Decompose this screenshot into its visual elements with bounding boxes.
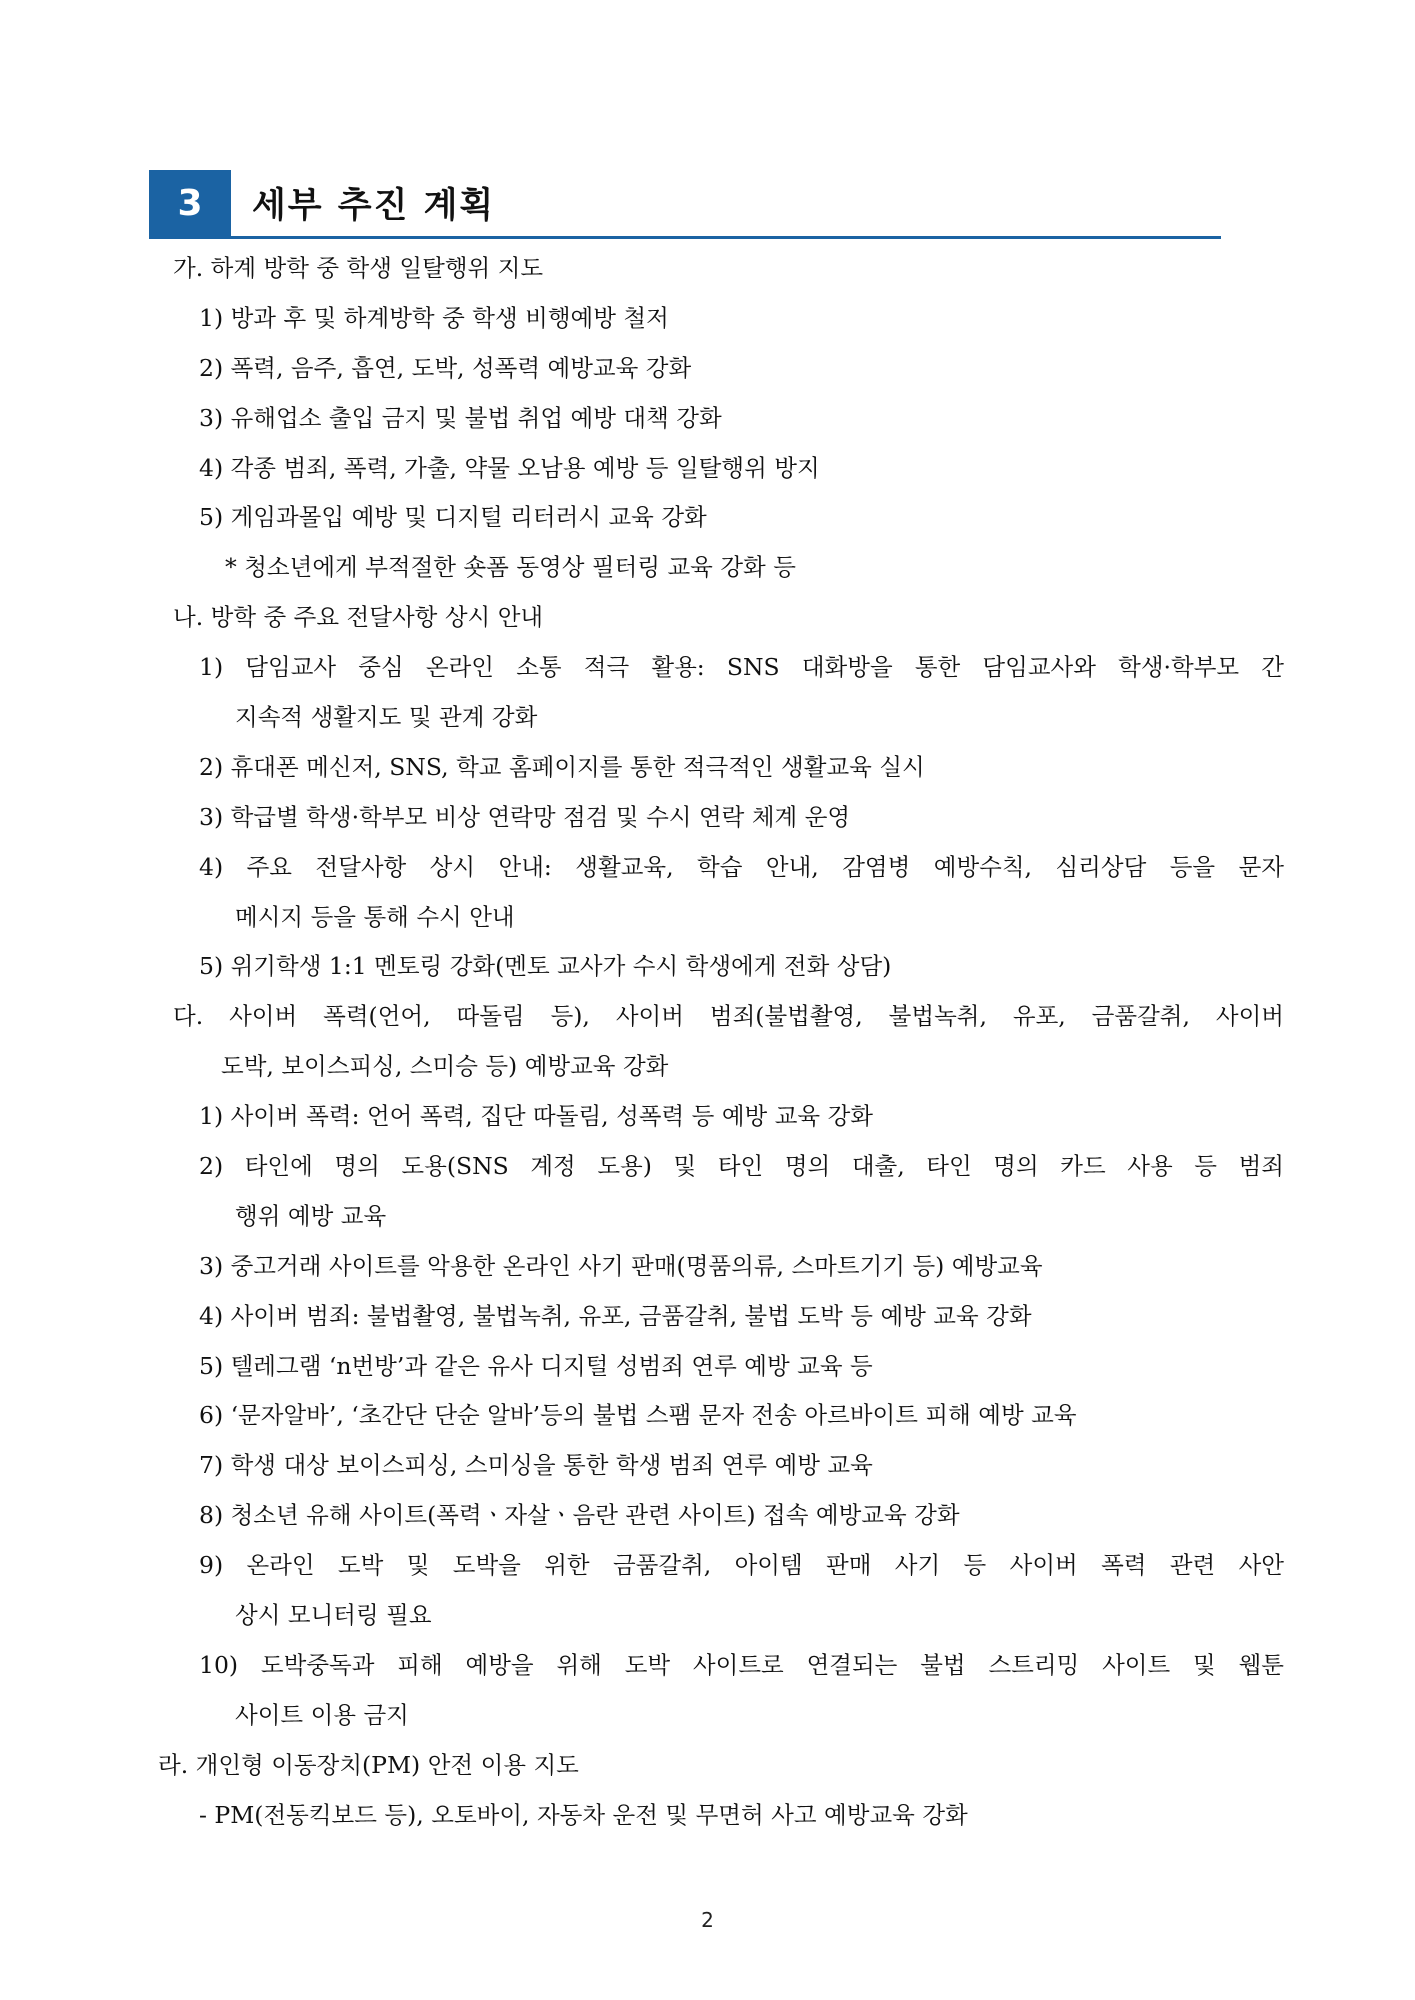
list-item-text: 9) 온라인 도박 및 도박을 위한 금품갈취, 아이템 판매 사기 등 사이버 폭력 관련 사안 [199,1551,1284,1580]
list-item: 2) 휴대폰 메신저, SNS, 학교 홈페이지를 통한 적극적인 생활교육 실시 [199,752,925,781]
list-item: 5) 게임과몰입 예방 및 디지털 리터러시 교육 강화 [199,503,707,532]
section-number-badge: 3 [149,170,231,236]
list-item [0,1541,1415,1591]
section-underline [149,236,1221,239]
list-item: - PM(전동킥보드 등), 오토바이, 자동차 운전 및 무면허 사고 예방교육 강화 [199,1800,968,1829]
list-item-continuation: 메시지 등을 통해 수시 안내 [235,902,515,931]
list-item: 3) 학급별 학생·학부모 비상 연락망 점검 및 수시 연락 체계 운영 [199,802,851,831]
list-item-continuation: 사이트 이용 금지 [235,1700,409,1729]
list-item-text: 2) 타인에 명의 도용(SNS 계정 도용) 및 타인 명의 대출, 타인 명의 카드 사용 등 범죄 [199,1152,1284,1181]
list-item-text: 4) 주요 전달사항 상시 안내: 생활교육, 학습 안내, 감염병 예방수칙, 심리상담 등을 문자 [199,852,1284,881]
list-item: 7) 학생 대상 보이스피싱, 스미싱을 통한 학생 범죄 연루 예방 교육 [199,1451,873,1480]
heading-da [0,992,1415,1042]
list-item-continuation: 상시 모니터링 필요 [235,1601,432,1630]
heading-na: 나. 방학 중 주요 전달사항 상시 안내 [173,603,544,632]
list-item-continuation: 지속적 생활지도 및 관계 강화 [235,703,538,732]
list-item: 2) 폭력, 음주, 흡연, 도박, 성폭력 예방교육 강화 [199,353,692,382]
list-item: 4) 사이버 범죄: 불법촬영, 불법녹취, 유포, 금품갈취, 불법 도박 등 예방 교육 강화 [199,1301,1032,1330]
list-item: 5) 위기학생 1:1 멘토링 강화(멘토 교사가 수시 학생에게 전화 상담) [199,952,892,981]
section-body [0,244,1415,1841]
heading-da-continuation: 도박, 보이스피싱, 스미승 등) 예방교육 강화 [221,1052,669,1081]
list-item: 1) 방과 후 및 하계방학 중 학생 비행예방 철저 [199,303,669,332]
list-item-text: 10) 도박중독과 피해 예방을 위해 도박 사이트로 연결되는 불법 스트리밍 사이트 및 웹툰 [199,1650,1284,1679]
list-item: 8) 청소년 유해 사이트(폭력ㆍ자살ㆍ음란 관련 사이트) 접속 예방교육 강화 [199,1501,960,1530]
list-item-continuation: 행위 예방 교육 [235,1201,387,1230]
section-header [149,170,1221,236]
heading-ra: 라. 개인형 이동장치(PM) 안전 이용 지도 [158,1750,579,1779]
heading-da-text: 다. 사이버 폭력(언어, 따돌림 등), 사이버 범죄(불법촬영, 불법녹취, 유포, 금품갈취, 사이버 [173,1002,1284,1031]
list-item: 6) ‘문자알바’, ‘초간단 단순 알바’등의 불법 스팸 문자 전송 아르바이트 피해 예방 교육 [199,1401,1077,1430]
note-item: * 청소년에게 부적절한 숏폼 동영상 필터링 교육 강화 등 [225,553,796,582]
list-item: 3) 유해업소 출입 금지 및 불법 취업 예방 대책 강화 [199,403,722,432]
list-item: 5) 텔레그램 ‘n번방’과 같은 유사 디지털 성범죄 연루 예방 교육 등 [199,1351,873,1380]
list-item: 3) 중고거래 사이트를 악용한 온라인 사기 판매(명품의류, 스마트기기 등) 예방교육 [199,1251,1043,1280]
page-number: 2 [701,1908,714,1932]
list-item-text: 1) 담임교사 중심 온라인 소통 적극 활용: SNS 대화방을 통한 담임교사와 학생·학부모 간 [199,653,1284,682]
list-item [0,1641,1415,1691]
section-title: 세부 추진 계획 [252,186,496,226]
heading-ga: 가. 하계 방학 중 학생 일탈행위 지도 [173,254,544,282]
list-item [0,1142,1415,1192]
list-item [0,643,1415,693]
list-item [0,843,1415,893]
list-item: 4) 각종 범죄, 폭력, 가출, 약물 오남용 예방 등 일탈행위 방지 [199,453,820,482]
list-item: 1) 사이버 폭력: 언어 폭력, 집단 따돌림, 성폭력 등 예방 교육 강화 [199,1102,873,1131]
